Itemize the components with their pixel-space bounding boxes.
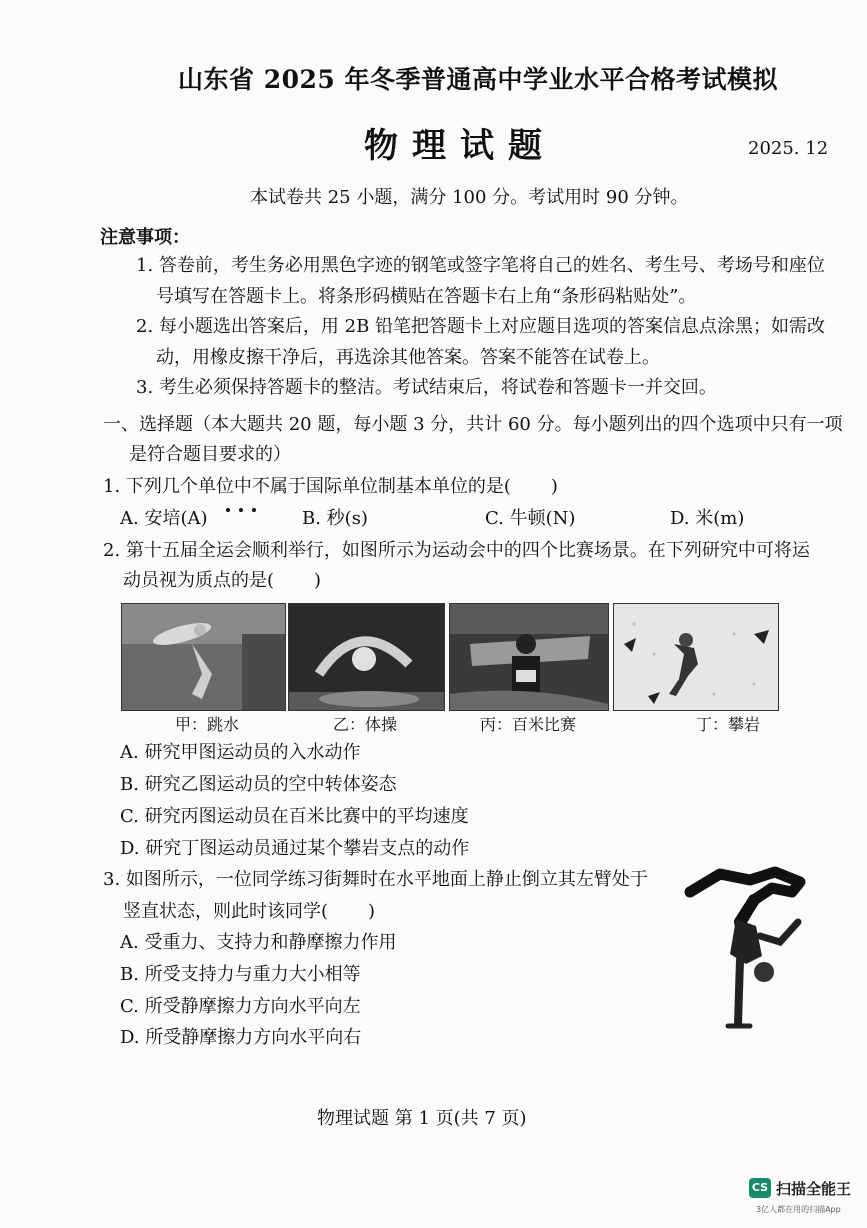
q3-stem-text: 竖直状态，则此时该同学( — [123, 901, 329, 922]
q3-stem-line1: 3. 如图所示，一位同学练习街舞时在水平地面上静止倒立其左臂处于 — [103, 869, 648, 890]
gymnastics-photo — [288, 603, 445, 711]
q1-stem — [103, 474, 558, 500]
scanner-app-name: 扫描全能王 — [776, 1180, 852, 1198]
q2-stem-text: 动员视为质点的是( — [123, 570, 275, 591]
q1-close-paren: ) — [550, 476, 558, 497]
q1-stem-text: 1. 下列几个单位中不属于国际单位制基本单位的是( — [103, 476, 511, 497]
caption-sprint: 丙：百米比赛 — [480, 715, 577, 734]
note-line-5: 3. 考生必须保持答题卡的整洁。考试结束后，将试卷和答题卡一并交回。 — [136, 377, 717, 398]
q2-option-d: D. 研究丁图运动员通过某个攀岩支点的动作 — [120, 838, 470, 859]
exam-intro: 本试卷共 25 小题，满分 100 分。考试用时 90 分钟。 — [250, 187, 689, 208]
page-footer: 物理试题 第 1 页(共 7 页) — [317, 1108, 527, 1129]
q1-option-d: D. 米(m) — [670, 508, 745, 529]
q3-option-a: A. 受重力、支持力和静摩擦力作用 — [120, 932, 397, 953]
scanner-logo-icon: CS — [749, 1178, 771, 1198]
scanner-app-tagline: 3亿人都在用的扫描App — [756, 1205, 841, 1214]
q1-option-a: A. 安培(A) — [120, 508, 208, 529]
note-line-3: 2. 每小题选出答案后，用 2B 铅笔把答题卡上对应题目选项的答案信息点涂黑；如需改 — [136, 316, 826, 337]
caption-gymnastics: 乙：体操 — [333, 715, 398, 734]
diving-photo — [121, 603, 286, 711]
q3-stem-line2 — [123, 899, 375, 925]
note-line-1: 1. 答卷前，考生务必用黑色字迹的钢笔或签字笔将自己的姓名、考生号、考场号和座位 — [136, 255, 825, 276]
q2-close-paren: ) — [314, 570, 322, 591]
q2-stem-line2 — [123, 568, 321, 594]
q2-option-a: A. 研究甲图运动员的入水动作 — [120, 742, 361, 763]
q2-option-b: B. 研究乙图运动员的空中转体姿态 — [120, 774, 397, 795]
q2-stem-line1: 2. 第十五届全运会顺利举行，如图所示为运动会中的四个比赛场景。在下列研究中可将运 — [103, 540, 810, 561]
subject-title: 物理试题 — [364, 126, 556, 166]
q3-close-paren: ) — [368, 901, 376, 922]
exam-date: 2025. 12 — [748, 138, 829, 159]
breakdancer-figure — [680, 864, 815, 1034]
q1-option-b: B. 秒(s) — [302, 508, 368, 529]
climbing-photo — [613, 603, 779, 711]
q3-option-b: B. 所受支持力与重力大小相等 — [120, 964, 361, 985]
section-heading: 一、选择题（本大题共 20 题，每小题 3 分，共计 60 分。每小题列出的四个选项中只有一项 — [103, 414, 843, 435]
notes-heading: 注意事项： — [100, 227, 190, 248]
caption-climbing: 丁：攀岩 — [696, 715, 761, 734]
q2-option-c: C. 研究丙图运动员在百米比赛中的平均速度 — [120, 806, 469, 827]
section-heading-cont: 是符合题目要求的） — [129, 444, 291, 465]
note-line-2: 号填写在答题卡上。将条形码横贴在答题卡右上角“条形码粘贴处”。 — [156, 286, 697, 307]
emphasis-dots — [226, 497, 265, 516]
q3-option-c: C. 所受静摩擦力方向水平向左 — [120, 996, 361, 1017]
q3-option-d: D. 所受静摩擦力方向水平向右 — [120, 1027, 362, 1048]
q1-option-c: C. 牛顿(N) — [485, 508, 576, 529]
exam-title: 山东省 2025 年冬季普通高中学业水平合格考试模拟 — [178, 65, 778, 94]
sprint-photo — [449, 603, 609, 711]
caption-diving: 甲：跳水 — [175, 715, 240, 734]
note-line-4: 动，用橡皮擦干净后，再选涂其他答案。答案不能答在试卷上。 — [156, 347, 660, 368]
